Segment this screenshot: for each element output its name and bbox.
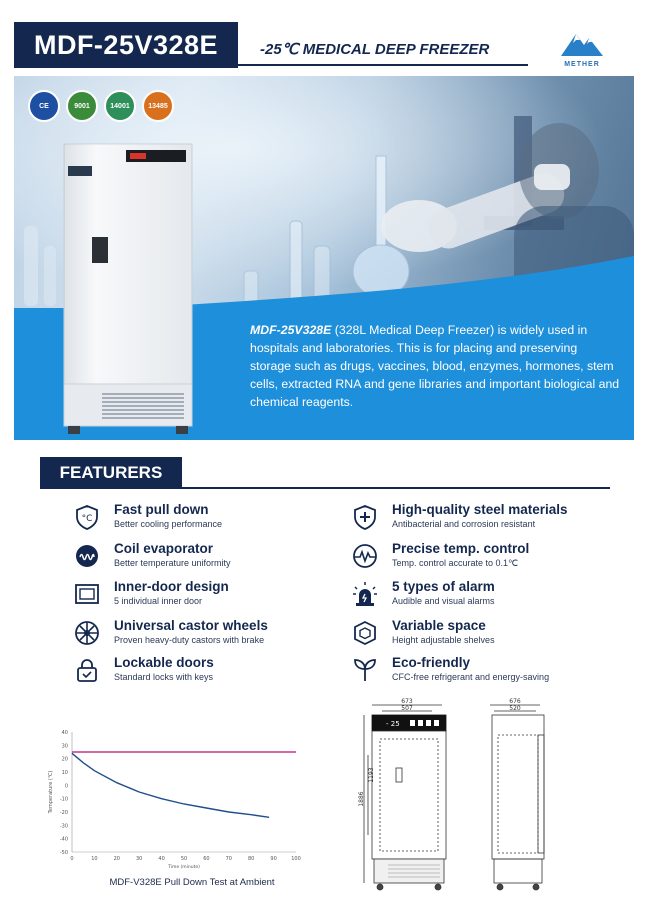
mountain-logo-icon xyxy=(559,28,605,58)
ce-badge: CE xyxy=(28,90,60,122)
display-temp-label: - 25 xyxy=(386,720,400,728)
chart-caption: MDF-V328E Pull Down Test at Ambient xyxy=(109,877,275,888)
door-icon xyxy=(74,581,100,607)
model-title: MDF-25V328E xyxy=(14,22,238,68)
side-inner-label: 520 xyxy=(509,705,521,712)
y-tick-label: -10 xyxy=(59,796,68,803)
iso-14001-badge: 14001 xyxy=(104,90,136,122)
features-divider xyxy=(182,487,610,489)
front-width-label: 673 xyxy=(401,698,413,705)
features-heading: FEATURERS xyxy=(40,457,182,489)
dimension-drawings xyxy=(360,695,570,895)
x-tick-label: 70 xyxy=(225,856,232,862)
x-tick-label: 0 xyxy=(70,856,74,862)
coil-icon xyxy=(74,543,100,569)
pull-down-chart xyxy=(34,720,304,880)
x-tick-label: 40 xyxy=(158,856,165,862)
feature-title: High-quality steel materials xyxy=(392,502,568,517)
y-tick-label: -30 xyxy=(59,823,68,830)
hero-banner xyxy=(14,76,634,440)
x-tick-label: 20 xyxy=(113,856,120,862)
y-tick-label: -20 xyxy=(59,810,68,816)
iso-13485-badge: 13485 xyxy=(142,90,174,122)
feature-castor-wheels xyxy=(74,618,344,652)
feature-desc: Antibacterial and corrosion resistant xyxy=(392,519,536,529)
feature-title: Coil evaporator xyxy=(114,541,214,556)
iso-9001-badge: 9001 xyxy=(66,90,98,122)
wheel-icon xyxy=(74,620,100,646)
y-tick-label: -40 xyxy=(59,836,68,843)
x-tick-label: 90 xyxy=(270,856,277,862)
series-line-cabinet xyxy=(72,753,269,817)
feature-coil-evaporator xyxy=(74,541,344,575)
feature-title: Eco-friendly xyxy=(392,655,471,670)
feature-desc: Audible and visual alarms xyxy=(392,596,495,606)
feature-title: Fast pull down xyxy=(114,502,209,517)
feature-inner-door xyxy=(74,579,344,613)
feature-desc: Better temperature uniformity xyxy=(114,558,231,568)
feature-desc: CFC-free refrigerant and energy-saving xyxy=(392,672,550,682)
x-tick-label: 60 xyxy=(203,856,210,862)
y-tick-label: 20 xyxy=(61,756,68,763)
temperature-icon xyxy=(74,504,100,530)
x-tick-label: 50 xyxy=(180,856,188,862)
feature-title: Precise temp. control xyxy=(392,541,530,556)
feature-title: 5 types of alarm xyxy=(392,579,495,594)
feature-alarm xyxy=(352,579,622,613)
height-total-label: 1886 xyxy=(358,791,365,807)
feature-precise-temp xyxy=(352,541,622,575)
feature-eco-friendly xyxy=(352,655,622,689)
feature-desc: Height adjustable shelves xyxy=(392,635,495,645)
y-tick-label: 30 xyxy=(61,743,68,750)
feature-desc: Temp. control accurate to 0.1℃ xyxy=(392,558,519,568)
svg-text:°C: °C xyxy=(81,514,93,524)
header-divider xyxy=(238,64,528,66)
brand-logo xyxy=(552,28,612,70)
brand-name: METHER xyxy=(564,61,600,68)
feature-lockable-doors xyxy=(74,655,344,689)
pulse-icon xyxy=(352,543,378,569)
feature-steel-materials xyxy=(352,502,622,536)
x-tick-label: 10 xyxy=(91,856,98,862)
y-axis-label: Temperature (℃) xyxy=(48,770,54,814)
x-axis-label: Time (minute) xyxy=(168,865,200,870)
y-tick-label: 0 xyxy=(64,783,68,790)
product-description: MDF-25V328E (328L Medical Deep Freezer) is widely used in hospitals and laboratories. This is for placing and preserving storage such as drugs, vaccines, blood, enzymes, hormones, stem cells, extracted RNA and gene libraries and important biological and chemical reagents. xyxy=(250,323,620,409)
lock-icon xyxy=(74,657,100,683)
side-width-label: 676 xyxy=(509,698,521,705)
freezer-product-image xyxy=(62,144,194,434)
shield-plus-icon xyxy=(352,504,378,530)
feature-title: Universal castor wheels xyxy=(114,618,268,633)
front-inner-label: 507 xyxy=(401,705,413,712)
height-inner-label: 1193 xyxy=(368,767,375,783)
product-subtitle: -25℃ MEDICAL DEEP FREEZER xyxy=(260,41,490,58)
feature-desc: Better cooling performance xyxy=(114,519,223,529)
cube-icon xyxy=(352,620,378,646)
feature-desc: Proven heavy-duty castors with brake xyxy=(114,635,265,645)
feature-fast-pull-down xyxy=(74,502,344,536)
y-tick-label: -50 xyxy=(59,850,68,856)
feature-variable-space xyxy=(352,618,622,652)
feature-title: Variable space xyxy=(392,618,486,633)
x-tick-label: 80 xyxy=(248,856,255,862)
feature-title: Lockable doors xyxy=(114,655,214,670)
y-tick-label: 10 xyxy=(61,770,68,776)
x-tick-label: 100 xyxy=(291,856,301,862)
feature-title: Inner-door design xyxy=(114,579,229,594)
x-tick-label: 30 xyxy=(136,856,143,862)
leaf-icon xyxy=(352,657,378,683)
feature-desc: Standard locks with keys xyxy=(114,672,214,682)
y-tick-label: 40 xyxy=(61,730,68,736)
feature-desc: 5 individual inner door xyxy=(114,596,203,606)
alarm-icon xyxy=(352,581,378,607)
